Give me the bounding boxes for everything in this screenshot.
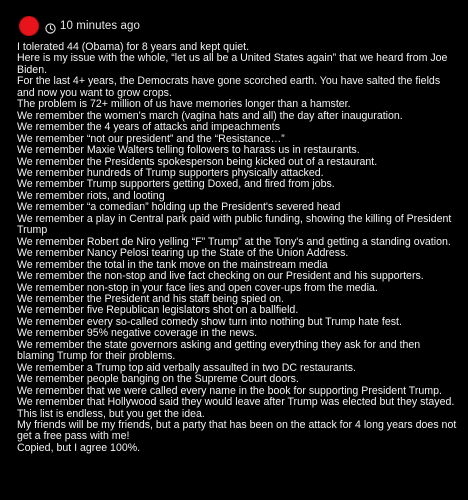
post-header xyxy=(17,14,458,38)
post-line: We remember the President and his staff being spied on. xyxy=(17,292,284,305)
post-line: This list is endless, but you get the idea. xyxy=(17,407,205,420)
post-line: We remember that we were called every name in the book for supporting President Trump. xyxy=(17,384,442,397)
post-line: We remember 95% negative coverage in the news. xyxy=(17,327,258,340)
post-line: Copied, but I agree 100%. xyxy=(17,441,141,454)
post-line: We remember five Republican legislators shot on a ballfield. xyxy=(17,304,299,317)
post-line: I tolerated 44 (Obama) for 8 years and kept quiet. xyxy=(17,41,250,53)
post-line: We remember Trump supporters getting Doxed, and fired from jobs. xyxy=(17,178,335,191)
post-line: We remember Robert de Niro yelling “F” Trump” at the Tony's and getting a standing ovation. xyxy=(17,235,451,248)
post-line: We remember hundreds of Trump supporters physically attacked. xyxy=(17,166,324,179)
post-timestamp[interactable]: 10 minutes ago xyxy=(60,20,141,32)
post-line: We remember the 4 years of attacks and impeachments xyxy=(17,121,281,134)
post-line: The problem is 72+ million of us have memories longer than a hamster. xyxy=(17,98,351,111)
post-line: We remember “a comedian” holding up the President's severed head xyxy=(17,201,341,214)
post-line: We remember every so-called comedy show turn into nothing but Trump hate fest. xyxy=(17,315,402,328)
post-line: We remember Maxie Walters telling followers to harass us in restaurants. xyxy=(17,144,360,157)
post-line: We remember Nancy Pelosi tearing up the State of the Union Address. xyxy=(17,247,349,260)
post-line: We remember a Trump top aid verbally assaulted in two DC restaurants. xyxy=(17,361,356,374)
clock-icon xyxy=(45,21,56,32)
post-line: We remember the non-stop and live fact checking on our President and his supporters. xyxy=(17,270,424,283)
post-line: We remember a play in Central park paid with public funding, showing the killing of President Trump xyxy=(17,212,452,237)
post-body xyxy=(17,42,458,454)
post-line: We remember riots, and looting xyxy=(17,189,165,202)
post-line: We remember the state governors asking and getting everything they ask for and then blaming Trump for their problems. xyxy=(17,338,421,363)
post-line: We remember the Presidents spokesperson being kicked out of a restaurant. xyxy=(17,155,378,168)
avatar[interactable] xyxy=(19,16,39,36)
post-line: We remember non-stop in your face lies and open cover-ups from the media. xyxy=(17,281,378,294)
post-line: My friends will be my friends, but a party that has been on the attack for 4 long years does not get a free pass with me! xyxy=(17,418,457,443)
post-line: Here is my issue with the whole, “let us all be a United States again” that we heard from Joe Biden. xyxy=(17,52,448,76)
post-line: We remember people banging on the Supreme Court doors. xyxy=(17,373,299,386)
post-line: We remember “not our president” and the “Resistance…” xyxy=(17,132,285,145)
post-line: We remember that Hollywood said they would leave after Trump was elected but they stayed. xyxy=(17,396,455,409)
post-line: We remember the total in the tank move on the mainstream media xyxy=(17,258,328,271)
post-line: We remember the women's march (vagina hats and all) the day after inauguration. xyxy=(17,109,403,122)
post-line: For the last 4+ years, the Democrats have gone scorched earth. You have salted the fields and now you want to grow crops. xyxy=(17,75,441,99)
